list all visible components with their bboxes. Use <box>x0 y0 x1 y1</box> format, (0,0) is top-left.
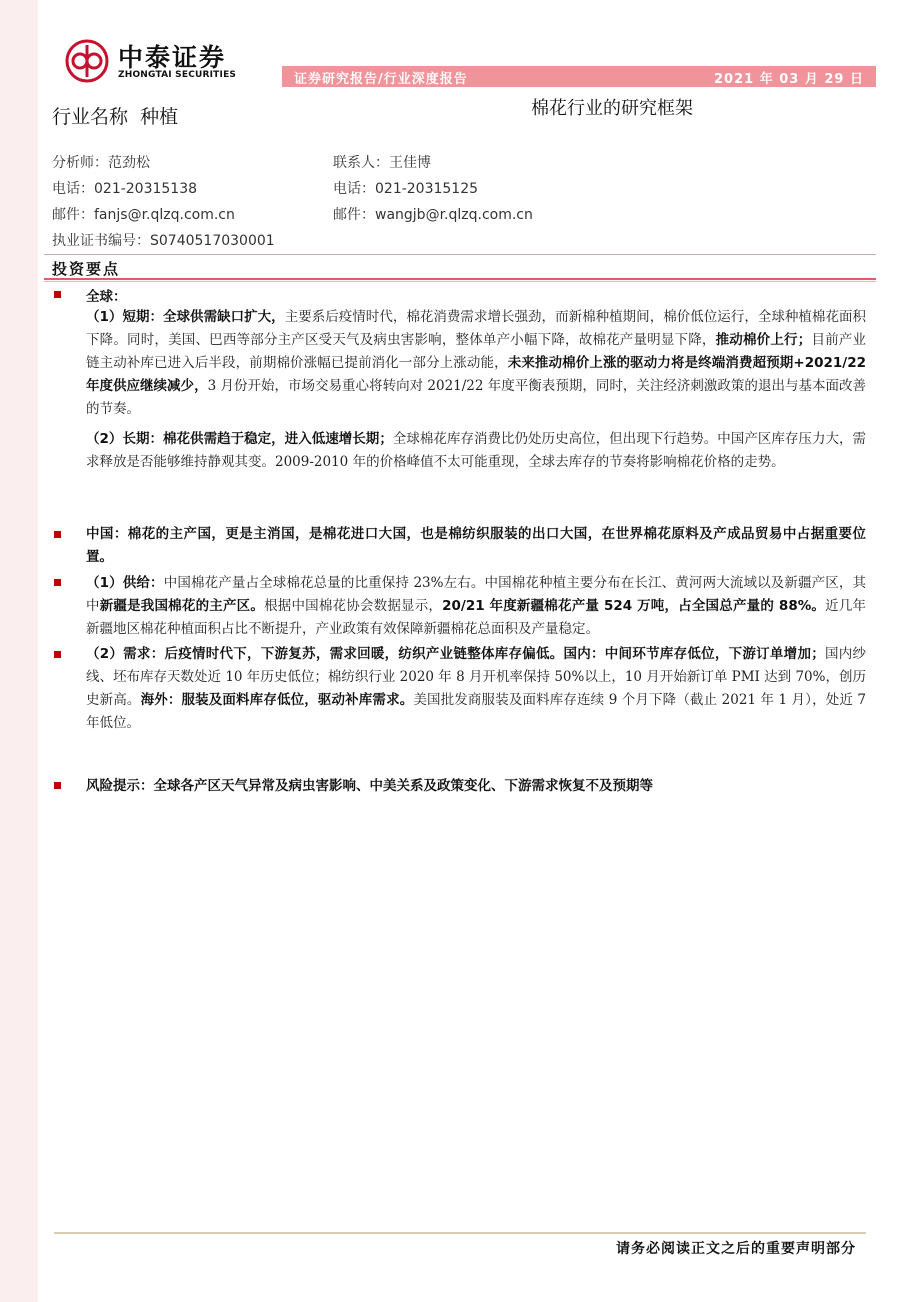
short-term-push: 推动棉价上行； <box>715 332 812 348</box>
bullet-china <box>54 531 61 538</box>
brand-name-en: ZHONGTAI SECURITIES <box>118 70 237 80</box>
report-header-bar <box>282 66 876 87</box>
short-term-label: （1）短期：全球供需缺口扩大， <box>86 309 285 325</box>
risk-text: 风险提示：全球各产区天气异常及病虫害影响、中美关系及政策变化、下游需求恢复不及预期等 <box>86 778 653 794</box>
contact-email[interactable]: 邮件：wangjb@r.qlzq.com.cn <box>333 207 533 223</box>
china-demand-paragraph <box>86 643 866 735</box>
short-term-future: 未来推动棉价上涨的驱动力将是终端消费超预期+2021/22 年度供应继续减少， <box>86 355 866 394</box>
bullet-risk <box>54 782 61 789</box>
analyst-name: 分析师：范劲松 <box>52 155 150 171</box>
brand-name: 中泰证券 <box>118 43 227 72</box>
zhongtai-logo-icon <box>65 39 109 83</box>
global-short-term-paragraph <box>86 306 866 421</box>
section-rule-top <box>44 254 876 255</box>
supply-text-3: 近几年新疆地区棉花种植面积占比不断提升，产业政策有效保障新疆棉花总面积及产量稳定。 <box>86 598 867 637</box>
china-headline <box>86 523 866 569</box>
short-term-text: 主要系后疫情时代，棉花消费需求增长强劲，而新棉种植期间，棉价低位运行，全球种植棉花面积下降。同时，美国、巴西等部分主产区受天气及病虫害影响，整体单产小幅下降，故棉花产量明显下降， <box>86 309 866 348</box>
section-rule-red <box>44 278 876 280</box>
risk-paragraph <box>86 775 866 798</box>
supply-bold-2: 20/21 年度新疆棉花产量 524 万吨，占全国总产量的 88%。 <box>442 598 826 614</box>
analyst-email[interactable]: 邮件：fanjs@r.qlzq.com.cn <box>52 207 235 223</box>
short-term-text-3: 3 月份开始，市场交易重心将转向对 2021/22 年度平衡表预期，同时，关注经济刺激政策的退出与基本面改善的节奏。 <box>86 378 867 417</box>
page-margin-strip <box>0 0 38 1302</box>
china-supply-paragraph <box>86 572 866 641</box>
report-title: 棉花行业的研究框架 <box>531 98 693 119</box>
short-term-text-2: 目前产业链主动补库已进入后半段，前期棉价涨幅已提前消化一部分上涨动能， <box>86 332 866 371</box>
supply-text: 中国棉花产量占全球棉花总量的比重保持 23%左右。中国棉花种植主要分布在长江、黄河两大流域以及新疆产区，其中 <box>86 575 866 614</box>
report-category: 证券研究报告/行业深度报告 <box>294 72 468 87</box>
long-term-text: 全球棉花库存消费比仍处历史高位，但出现下行趋势。中国产区库存压力大，需求释放是否能够维持静观其变。2009-2010 年的价格峰值不太可能重现，全球去库存的节奏将影响棉花价格的走势。 <box>86 431 866 470</box>
long-term-label: （2）长期：棉花供需趋于稳定，进入低速增长期； <box>86 431 393 447</box>
demand-label: （2）需求：后疫情时代下，下游复苏，需求回暖，纺织产业链整体库存偏低。国内：中间环节库存低位，下游订单增加； <box>86 646 825 662</box>
company-logo <box>62 36 252 88</box>
bullet-china-demand <box>54 651 61 658</box>
industry-name: 行业名称 种植 <box>52 106 179 128</box>
china-headline-text: 中国：棉花的主产国，更是主消国，是棉花进口大国，也是棉纺织服装的出口大国，在世界棉花原料及产成品贸易中占据重要位置。 <box>86 526 866 565</box>
contact-phone: 电话：021-20315125 <box>333 181 479 197</box>
global-long-term-paragraph <box>86 428 866 474</box>
contact-info <box>333 150 533 228</box>
analyst-license: 执业证书编号：S0740517030001 <box>52 233 275 249</box>
analyst-info <box>52 150 275 254</box>
footer-rule <box>54 1232 866 1234</box>
demand-text-2: 美国批发商服装及面料库存连续 9 个月下降（截止 2021 年 1 月），处近 7 年低位。 <box>86 692 867 731</box>
section-title: 投资要点 <box>52 260 121 278</box>
supply-label: （1）供给： <box>86 575 164 591</box>
demand-bold: 海外：服装及面料库存低位，驱动补库需求。 <box>140 692 414 708</box>
bullet-global <box>54 291 61 298</box>
supply-bold: 新疆是我国棉花的主产区。 <box>99 598 265 614</box>
supply-text-2: 根据中国棉花协会数据显示， <box>264 598 443 614</box>
global-label: 全球： <box>86 289 127 305</box>
analyst-phone: 电话：021-20315138 <box>52 181 198 197</box>
footer-disclaimer: 请务必阅读正文之后的重要声明部分 <box>616 1241 856 1257</box>
bullet-china-supply <box>54 579 61 586</box>
report-date: 2021 年 03 月 29 日 <box>714 72 864 87</box>
contact-name: 联系人：王佳博 <box>333 155 431 171</box>
section-rule-sub <box>44 281 876 282</box>
demand-text: 国内纱线、坯布库存天数处近 10 年历史低位；棉纺织行业 2020 年 8 月开机率保持 50%以上，10 月开始新订单 PMI 达到 70%，创历史新高。 <box>86 646 866 708</box>
